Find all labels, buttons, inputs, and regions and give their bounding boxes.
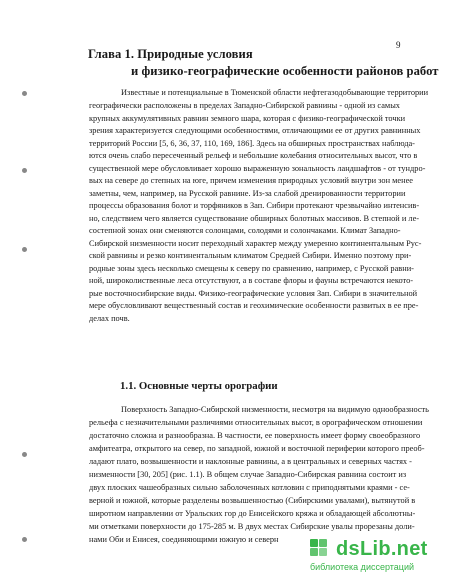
paragraph-line: двух плоских чашеобразных сильно заболоченных котловин с приподнятыми краями - се-	[89, 483, 410, 492]
paragraph-line: вых на севере до степных на юге, причем изменения природных условий внутри зон менее	[89, 176, 413, 185]
paragraph-line: низменности [30, 205] (рис. 1.1). В общем случае Западно-Сибирская равнина состоит из	[89, 470, 407, 479]
binder-hole-mark	[22, 91, 27, 96]
binder-hole-mark	[22, 537, 27, 542]
paragraph-line: но, следствием чего является существование обширных болотных массивов. В степной и ле-	[89, 214, 420, 223]
paragraph-line: ми отметками поверхности до 175-285 м. В двух местах Сибирские увалы прорезаны доли-	[89, 522, 415, 531]
paragraph-line: родные зоны здесь несколько смещены к северу по сравнению, например, с Русской равни-	[89, 264, 414, 273]
watermark-brand: dsLib.net	[336, 538, 428, 560]
chapter-title-line-2: и физико-географические особенности районов работ	[131, 64, 439, 78]
paragraph-line: ской равнины и резко континентальным климатом Средней Сибири. Именно поэтому при-	[89, 251, 412, 260]
paragraph-line: нами Оби и Енисея, соединяющими южную и северн	[89, 535, 279, 544]
paragraph-line: географически расположены в пределах Западно-Сибирской равнины - одной из самых	[89, 101, 400, 110]
paragraph-line: рые восточносибирские виды. Физико-географические условия Зап. Сибири в значительной	[89, 289, 418, 298]
binder-hole-mark	[22, 247, 27, 252]
paragraph-line: верной и южной, которые разделены возвышенностью (Сибирскими увалами), вытянутой в	[89, 496, 416, 505]
paragraph-line: амфитеатра, открытого на север, по западной, южной и восточной периферии которого преоб-	[89, 444, 425, 453]
chapter-title-line-1: Глава 1. Природные условия	[88, 47, 253, 61]
paragraph-line: ются очень слабо пересеченный рельеф и небольшие колебания относительных высот, что в	[89, 151, 418, 160]
paragraph-line: существенной мере обусловливает хорошо выраженную зональность ландшафтов - от тундро-	[89, 164, 426, 173]
paragraph-line: Известные и потенциальные в Тюменской области нефтегазодобывающие территории	[121, 88, 429, 97]
paragraph-line: достаточно сложна и разнообразна. В частности, ее поверхность имеет форму своеобразного	[89, 431, 421, 440]
paragraph-line: рельефа с незначительными различиями относительных высот, в орографическом отношении	[89, 418, 423, 427]
section-subheading: 1.1. Основные черты орографии	[120, 380, 278, 392]
paragraph-line: ладают плато, возвышенности и наклонные равнины, а в центральных и северных частях -	[89, 457, 412, 466]
paragraph-line: крупных аккумулятивных равнин земного шара, которая с физико-географической точки	[89, 114, 406, 123]
dslib-logo-icon	[310, 539, 332, 561]
paragraph-line: широтном направлении от Уральских гор до Енисейского кряжа и обладающей абсолютны-	[89, 509, 416, 518]
watermark-tagline: библиотека диссертаций	[310, 562, 415, 572]
paragraph-line: зрения характеризуется следующими особенностями, отличающими ее от других равнинных	[89, 126, 421, 135]
paragraph-line: заметны, чем, например, на Русской равнине. Из-за слабой дренированности территории	[89, 189, 406, 198]
paragraph-line: Поверхность Западно-Сибирской низменности, несмотря на видимую однообразность	[121, 405, 429, 414]
binder-hole-mark	[22, 452, 27, 457]
paragraph-line: состепной зонах они сменяются солонцами, солодями и солончаками. Климат Западно-	[89, 226, 401, 235]
paragraph-line: Сибирской низменности носит переходный характер между умеренно континентальным Рус-	[89, 239, 422, 248]
watermark-logo	[300, 538, 450, 582]
paragraph-line: территорий России [5, 6, 36, 37, 110, 169, 186]. Здесь на обширных пространствах наблюда-	[89, 139, 415, 148]
paragraph-line: мере обусловливают вещественный состав и геохимические особенности развитых в ее пре-	[89, 301, 419, 310]
paragraph-line: процессы образования болот и торфяников в Зап. Сибири протекают чрезвычайно интенсив-	[89, 201, 420, 210]
paragraph-line: ной, широколиственные леса отсутствуют, а в составе флоры и фауны встречаются некото-	[89, 276, 414, 285]
page-number: 9	[396, 40, 401, 50]
paragraph-line: делах почв.	[89, 314, 130, 323]
binder-hole-mark	[22, 168, 27, 173]
